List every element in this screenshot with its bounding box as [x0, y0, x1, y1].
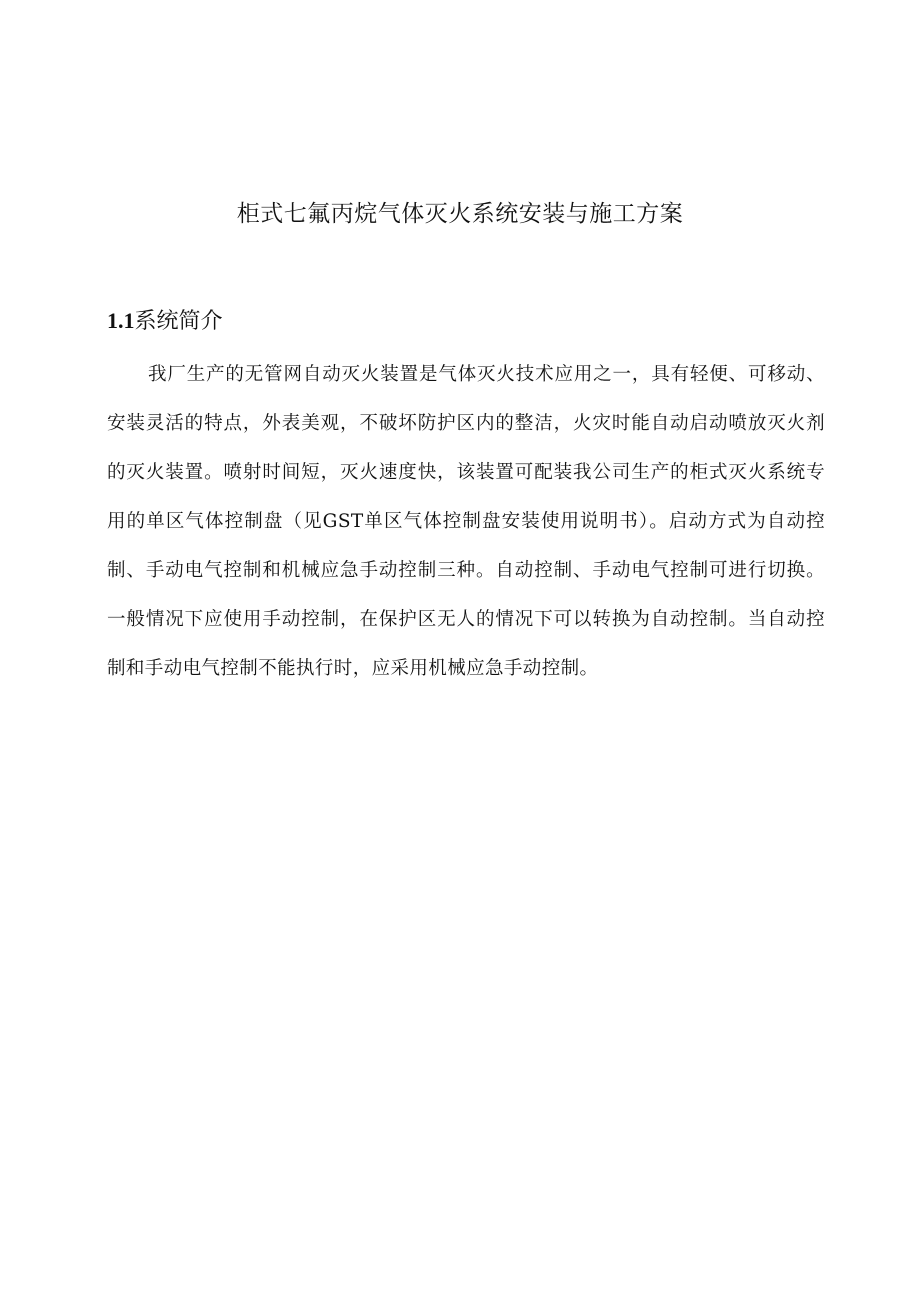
section-number: 1.1: [107, 308, 135, 333]
section-system-overview: [107, 305, 827, 693]
section-heading-text: 系统简介: [134, 309, 223, 334]
section-heading: [107, 305, 827, 338]
document-title: 柜式七氟丙烷气体灭火系统安装与施工方案: [236, 201, 684, 227]
section-paragraph: 我厂生产的无管网自动灭火装置是气体灭火技术应用之一，具有轻便、可移动、安装灵活的特点，外表美观，不破坏防护区内的整洁，火灾时能自动启动喷放灭火剂的灭火装置。喷射时间短，灭火速度快，该装置可配装我公司生产的柜式灭火系统专用的单区气体控制盘（见GST单区气体控制盘安装使用说明书）。启动方式为自动控制、手动电气控制和机械应急手动控制三种。自动控制、手动电气控制可进行切换。一般情况下应使用手动控制，在保护区无人的情况下可以转换为自动控制。当自动控制和手动电气控制不能执行时，应采用机械应急手动控制。: [107, 364, 825, 679]
